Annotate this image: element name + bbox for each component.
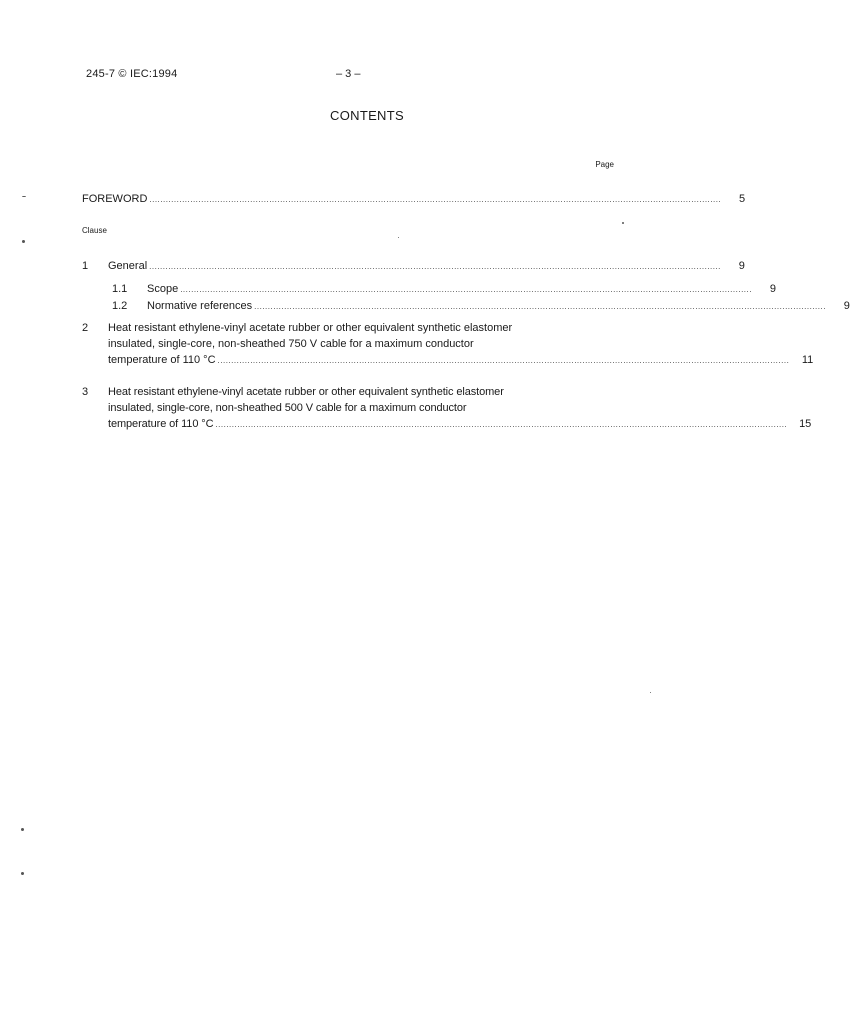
dot-leader: .................................................................................................................................................................................................................. xyxy=(149,262,721,271)
toc-entry-title-line: insulated, single-core, non-sheathed 750 V cable for a maximum conductor xyxy=(108,338,474,350)
scan-speck xyxy=(398,237,399,238)
page-number-marker: – 3 – xyxy=(336,68,361,80)
toc-entry-page: 5 xyxy=(739,193,746,205)
toc-entry-title: FOREWORD xyxy=(82,193,148,205)
toc-entry-general xyxy=(82,259,745,274)
toc-entry-number: 3 xyxy=(82,386,89,398)
contents-heading: CONTENTS xyxy=(330,108,404,123)
toc-entry-page: 9 xyxy=(738,260,745,272)
toc-entry-title-line: insulated, single-core, non-sheathed 500 V cable for a maximum conductor xyxy=(108,402,467,414)
scan-speck xyxy=(22,240,25,243)
dot-leader: .................................................................................................................................................................................................................. xyxy=(254,302,826,311)
toc-entry-number: 1 xyxy=(82,260,89,272)
dot-leader: .................................................................................................................................................................................................................. xyxy=(149,195,722,204)
scan-speck xyxy=(622,222,624,224)
toc-entry-title-line: Heat resistant ethylene-vinyl acetate rubber or other equivalent synthetic elastomer xyxy=(108,322,513,334)
toc-entry-page: 9 xyxy=(769,283,776,295)
scan-speck xyxy=(21,828,24,831)
toc-entry-number: 1.1 xyxy=(112,283,128,295)
toc-entry-scope xyxy=(112,282,776,297)
toc-entry-number: 2 xyxy=(82,322,89,334)
toc-entry-normative-references xyxy=(112,299,850,314)
toc-entry-title-line: temperature of 110 °C xyxy=(108,418,214,430)
document-reference: 245-7 © IEC:1994 xyxy=(86,68,178,80)
dot-leader: .................................................................................................................................................................................................................. xyxy=(217,356,790,365)
scan-speck xyxy=(21,872,24,875)
scan-speck xyxy=(650,692,651,693)
toc-entry-page: 15 xyxy=(799,418,812,430)
toc-entry-page: 9 xyxy=(843,300,850,312)
toc-entry-number: 1.2 xyxy=(112,300,128,312)
toc-entry-clause-3 xyxy=(82,384,812,433)
page-column-label: Page xyxy=(595,160,614,169)
scan-speck xyxy=(22,196,26,197)
toc-entry-page: 11 xyxy=(801,354,814,366)
toc-entry-foreword xyxy=(82,192,746,207)
clause-column-label: Clause xyxy=(82,226,107,235)
toc-entry-clause-2 xyxy=(82,320,814,369)
dot-leader: .................................................................................................................................................................................................................. xyxy=(215,420,788,429)
toc-entry-title-line: Heat resistant ethylene-vinyl acetate rubber or other equivalent synthetic elastomer xyxy=(108,386,504,398)
toc-entry-title: Scope xyxy=(147,283,179,295)
toc-entry-title: General xyxy=(108,260,148,272)
dot-leader: .................................................................................................................................................................................................................. xyxy=(180,285,752,294)
toc-entry-title: Normative references xyxy=(147,300,253,312)
toc-entry-title-line: temperature of 110 °C xyxy=(108,354,216,366)
